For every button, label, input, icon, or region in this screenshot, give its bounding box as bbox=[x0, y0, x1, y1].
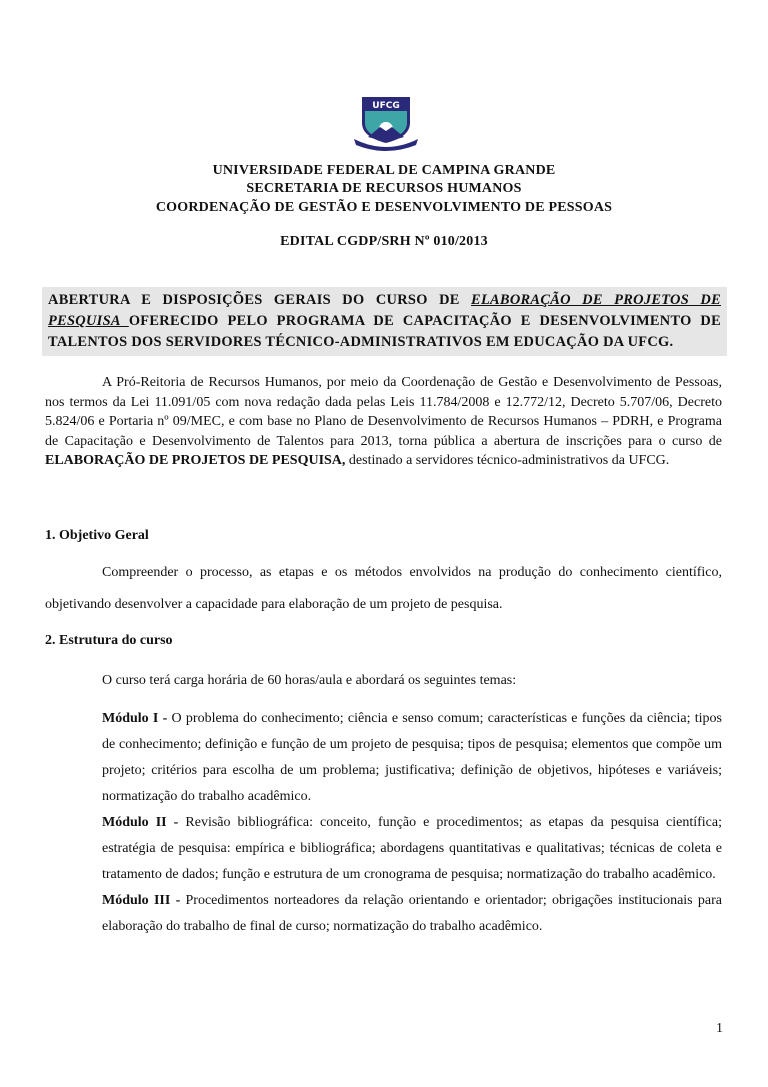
module-label: Módulo II - bbox=[102, 815, 179, 830]
module-text: Revisão bibliográfica: conceito, função e procedimentos; as etapas da pesquisa científica; estratégia de pesquisa: empírica e bibliográfica; abordagens quantitativas e qualitativas; técnicas de coleta e tratamento de dados; função e estrutura de um cronograma de pesquisa; normatização do trabalho acadêmico. bbox=[102, 815, 723, 882]
module-item bbox=[102, 706, 722, 810]
department-name: SECRETARIA DE RECURSOS HUMANOS bbox=[246, 181, 522, 196]
page-number: 1 bbox=[716, 1021, 723, 1036]
intro-text: A Pró-Reitoria de Recursos Humanos, por meio da Coordenação de Gestão e Desenvolvimento de Pessoas, nos termos da Lei 11.091/05 com nova redação dada pelas Leis 11.784/2008 e 12.772/12, Decreto 5.707/06, Decreto 5.824/06 e Portaria nº 09/MEC, e com base no Plano de Desenvolvimento de Recursos Humanos – PDRH, e Programa de Capacitação e Desenvolvimento de Talentos para 2013, torna pública a abertura de inscrições para o curso de bbox=[45, 375, 722, 449]
intro-course-name: ELABORAÇÃO DE PROJETOS DE PESQUISA, bbox=[45, 453, 346, 468]
intro-text-end: destinado a servidores técnico-administrativos da UFCG. bbox=[345, 453, 670, 468]
module-label: Módulo I - bbox=[102, 711, 168, 726]
section2-heading: 2. Estrutura do curso bbox=[45, 633, 173, 648]
module-item bbox=[102, 888, 722, 940]
title-part1: ABERTURA E DISPOSIÇÕES GERAIS DO CURSO DE bbox=[48, 292, 472, 308]
module-text: Procedimentos norteadores da relação orientando e orientador; obrigações institucionais para elaboração do trabalho de final de curso; normatização do trabalho acadêmico. bbox=[102, 893, 722, 934]
university-name: UNIVERSIDADE FEDERAL DE CAMPINA GRANDE bbox=[212, 163, 556, 178]
section1-heading: 1. Objetivo Geral bbox=[45, 528, 149, 543]
module-text: O problema do conhecimento; ciência e senso comum; características e funções da ciência; tipos de conhecimento; definição e função de um projeto de pesquisa; tipos de pesquisa; elementos que compõe um projeto; critérios para escolha de um problema; justificativa; definição de objetivos, hipóteses e variáveis; normatização do trabalho acadêmico. bbox=[102, 711, 722, 804]
section2-intro: O curso terá carga horária de 60 horas/aula e abordará os seguintes temas: bbox=[102, 673, 517, 688]
intro-paragraph bbox=[45, 373, 722, 471]
title-course-name: ELABORAÇÃO DE PROJETOS DE PESQUISA bbox=[48, 292, 721, 329]
section1-text: Compreender o processo, as etapas e os métodos envolvidos na produção do conhecimento científico, objetivando desenvolver a capacidade para elaboração de um projeto de pesquisa. bbox=[45, 565, 722, 612]
title-box bbox=[42, 287, 727, 356]
module-label: Módulo III - bbox=[102, 893, 181, 908]
coordination-name: COORDENAÇÃO DE GESTÃO E DESENVOLVIMENTO DE PESSOAS bbox=[155, 200, 613, 215]
edital-number: EDITAL CGDP/SRH Nº 010/2013 bbox=[280, 234, 488, 249]
svg-text:UFCG: UFCG bbox=[372, 101, 400, 111]
module-list bbox=[102, 706, 722, 940]
module-item bbox=[102, 810, 722, 888]
ufcg-logo bbox=[350, 95, 422, 151]
title-part2: OFERECIDO PELO PROGRAMA DE CAPACITAÇÃO E DESENVOLVIMENTO DE TALENTOS DOS SERVIDORES TÉCNICO-ADMINISTRATIVOS EM EDUCAÇÃO DA UFCG. bbox=[48, 313, 722, 350]
